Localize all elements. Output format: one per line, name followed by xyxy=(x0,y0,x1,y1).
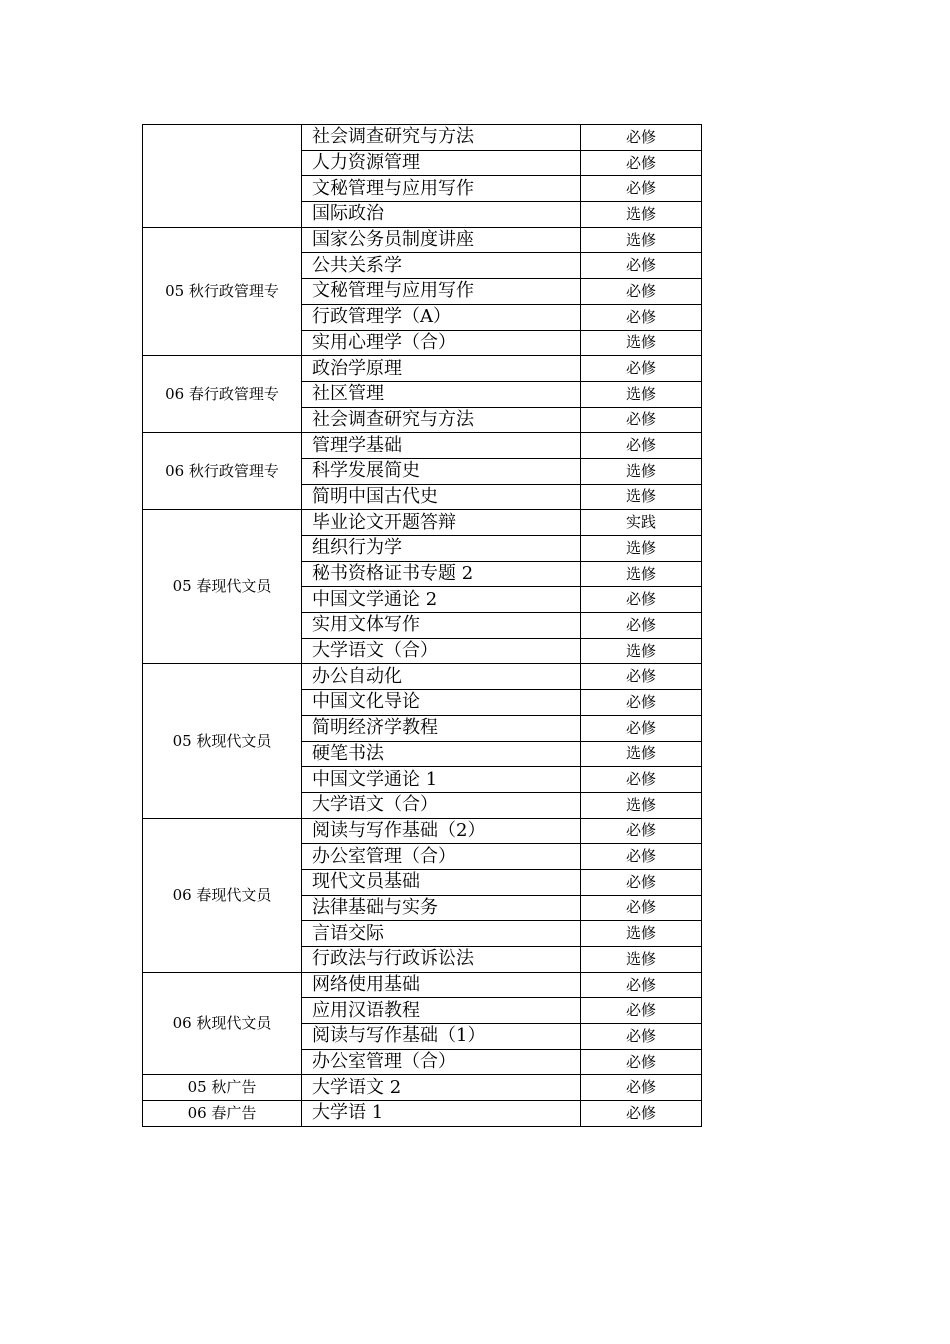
course-type-cell: 选修 xyxy=(581,561,702,587)
course-table xyxy=(142,124,702,1127)
course-name-cell: 中国文学通论 1 xyxy=(302,767,581,793)
course-name-cell: 社区管理 xyxy=(302,381,581,407)
course-name-cell: 毕业论文开题答辩 xyxy=(302,510,581,536)
course-name-cell: 硬笔书法 xyxy=(302,741,581,767)
course-name-cell: 办公室管理（合） xyxy=(302,1049,581,1075)
table-row xyxy=(143,972,702,998)
class-name-cell: 06 春行政管理专 xyxy=(143,356,302,433)
course-type-cell: 必修 xyxy=(581,253,702,279)
course-type-cell: 必修 xyxy=(581,844,702,870)
class-name-cell: 06 秋现代文员 xyxy=(143,972,302,1075)
table-row xyxy=(143,818,702,844)
course-type-cell: 选修 xyxy=(581,227,702,253)
table-row xyxy=(143,1075,702,1101)
course-type-cell: 必修 xyxy=(581,1075,702,1101)
course-name-cell: 国家公务员制度讲座 xyxy=(302,227,581,253)
course-type-cell: 必修 xyxy=(581,1024,702,1050)
course-type-cell: 必修 xyxy=(581,869,702,895)
course-type-cell: 必修 xyxy=(581,433,702,459)
course-type-cell: 必修 xyxy=(581,767,702,793)
course-type-cell: 必修 xyxy=(581,972,702,998)
course-type-cell: 必修 xyxy=(581,176,702,202)
course-name-cell: 中国文学通论 2 xyxy=(302,587,581,613)
course-type-cell: 选修 xyxy=(581,484,702,510)
table-row xyxy=(143,433,702,459)
course-type-cell: 必修 xyxy=(581,613,702,639)
course-name-cell: 法律基础与实务 xyxy=(302,895,581,921)
course-type-cell: 必修 xyxy=(581,998,702,1024)
class-name-cell: 06 春广告 xyxy=(143,1101,302,1127)
course-name-cell: 文秘管理与应用写作 xyxy=(302,176,581,202)
course-name-cell: 办公自动化 xyxy=(302,664,581,690)
course-type-cell: 选修 xyxy=(581,741,702,767)
course-type-cell: 必修 xyxy=(581,690,702,716)
course-name-cell: 国际政治 xyxy=(302,202,581,228)
course-type-cell: 选修 xyxy=(581,947,702,973)
course-name-cell: 社会调查研究与方法 xyxy=(302,407,581,433)
course-type-cell: 选修 xyxy=(581,921,702,947)
course-type-cell: 必修 xyxy=(581,407,702,433)
course-name-cell: 简明经济学教程 xyxy=(302,715,581,741)
course-type-cell: 必修 xyxy=(581,587,702,613)
course-type-cell: 必修 xyxy=(581,664,702,690)
course-type-cell: 必修 xyxy=(581,895,702,921)
class-name-cell: 06 春现代文员 xyxy=(143,818,302,972)
class-name-cell xyxy=(143,125,302,228)
course-name-cell: 实用文体写作 xyxy=(302,613,581,639)
course-type-cell: 必修 xyxy=(581,715,702,741)
course-type-cell: 必修 xyxy=(581,150,702,176)
course-name-cell: 言语交际 xyxy=(302,921,581,947)
class-name-cell: 05 秋行政管理专 xyxy=(143,227,302,355)
course-type-cell: 必修 xyxy=(581,279,702,305)
course-name-cell: 大学语文（合） xyxy=(302,638,581,664)
course-name-cell: 大学语文（合） xyxy=(302,792,581,818)
course-type-cell: 实践 xyxy=(581,510,702,536)
course-type-cell: 选修 xyxy=(581,202,702,228)
course-type-cell: 选修 xyxy=(581,458,702,484)
course-name-cell: 阅读与写作基础（1） xyxy=(302,1024,581,1050)
course-name-cell: 实用心理学（合） xyxy=(302,330,581,356)
course-name-cell: 组织行为学 xyxy=(302,536,581,562)
table-row xyxy=(143,227,702,253)
course-name-cell: 社会调查研究与方法 xyxy=(302,125,581,151)
course-name-cell: 网络使用基础 xyxy=(302,972,581,998)
table-row xyxy=(143,510,702,536)
table-row xyxy=(143,664,702,690)
course-name-cell: 现代文员基础 xyxy=(302,869,581,895)
table-row xyxy=(143,356,702,382)
course-name-cell: 阅读与写作基础（2） xyxy=(302,818,581,844)
course-name-cell: 应用汉语教程 xyxy=(302,998,581,1024)
course-name-cell: 大学语文 2 xyxy=(302,1075,581,1101)
course-name-cell: 公共关系学 xyxy=(302,253,581,279)
class-name-cell: 05 秋广告 xyxy=(143,1075,302,1101)
class-name-cell: 05 秋现代文员 xyxy=(143,664,302,818)
course-type-cell: 必修 xyxy=(581,125,702,151)
course-name-cell: 办公室管理（合） xyxy=(302,844,581,870)
course-type-cell: 必修 xyxy=(581,1049,702,1075)
course-type-cell: 必修 xyxy=(581,1101,702,1127)
course-name-cell: 秘书资格证书专题 2 xyxy=(302,561,581,587)
course-type-cell: 选修 xyxy=(581,330,702,356)
course-name-cell: 行政法与行政诉讼法 xyxy=(302,947,581,973)
class-name-cell: 06 秋行政管理专 xyxy=(143,433,302,510)
course-name-cell: 文秘管理与应用写作 xyxy=(302,279,581,305)
course-type-cell: 选修 xyxy=(581,792,702,818)
course-name-cell: 行政管理学（A） xyxy=(302,304,581,330)
course-name-cell: 简明中国古代史 xyxy=(302,484,581,510)
course-type-cell: 选修 xyxy=(581,638,702,664)
course-name-cell: 人力资源管理 xyxy=(302,150,581,176)
course-type-cell: 必修 xyxy=(581,356,702,382)
course-name-cell: 政治学原理 xyxy=(302,356,581,382)
course-table-body xyxy=(143,125,702,1127)
course-name-cell: 科学发展简史 xyxy=(302,458,581,484)
class-name-cell: 05 春现代文员 xyxy=(143,510,302,664)
course-type-cell: 必修 xyxy=(581,304,702,330)
table-row xyxy=(143,125,702,151)
course-type-cell: 选修 xyxy=(581,536,702,562)
course-type-cell: 选修 xyxy=(581,381,702,407)
course-name-cell: 管理学基础 xyxy=(302,433,581,459)
course-type-cell: 必修 xyxy=(581,818,702,844)
course-name-cell: 大学语 1 xyxy=(302,1101,581,1127)
table-row xyxy=(143,1101,702,1127)
course-name-cell: 中国文化导论 xyxy=(302,690,581,716)
